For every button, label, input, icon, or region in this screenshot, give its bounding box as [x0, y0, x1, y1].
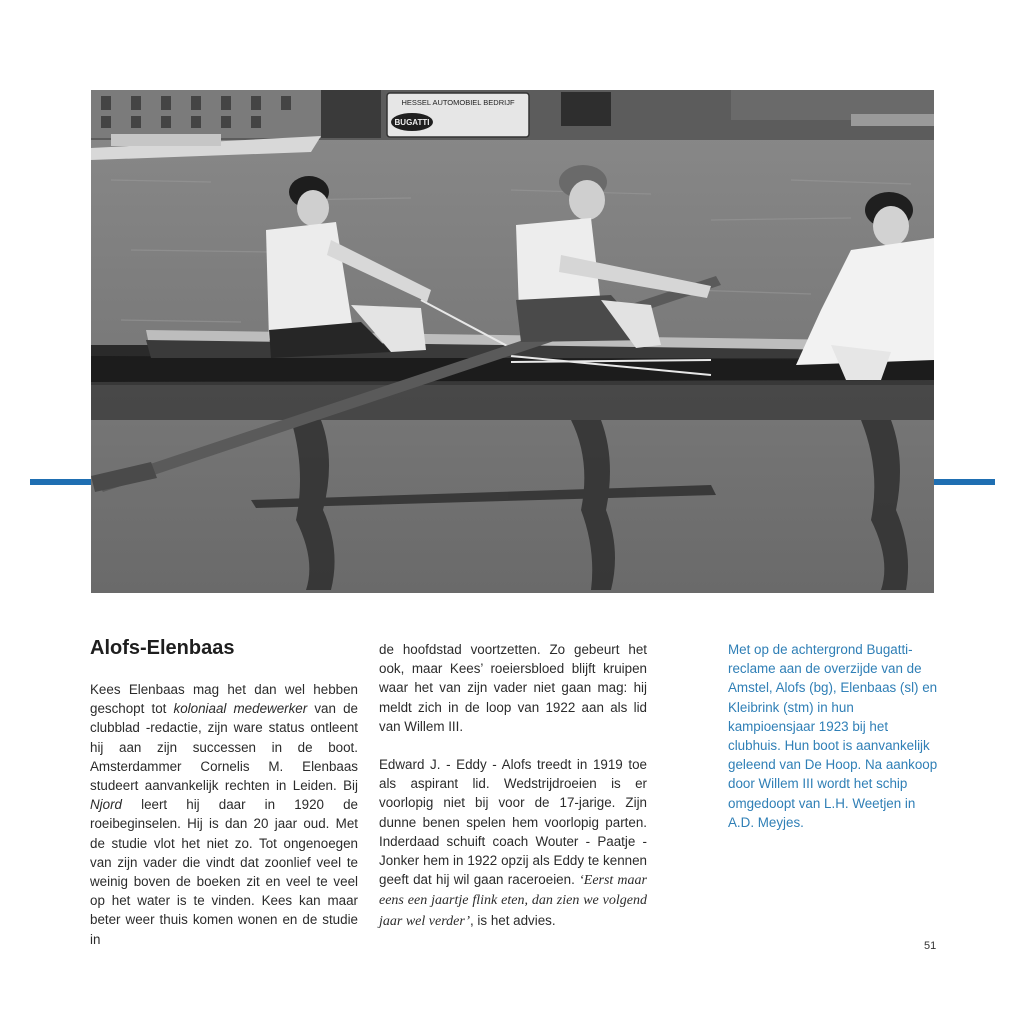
article-paragraph: [90, 680, 358, 949]
emphasis-text: koloniaal medewerker: [173, 701, 308, 717]
accent-rule-left: [30, 479, 92, 485]
article-paragraph: de hoofdstad voortzetten. Zo gebeurt het ook, maar Kees’ roeiersbloed blijft kruipen waar het van zijn vader niet gaan mag: hij meldt zich in de loop van 1922 aan als lid van Willem III.: [379, 642, 647, 734]
text-run: Kees Elenbaas mag het dan wel hebben geschopt tot: [90, 682, 358, 717]
page-number: 51: [924, 940, 937, 952]
article-column-2: [379, 640, 647, 931]
sign-text: HESSEL AUTOMOBIEL BEDRIJF: [401, 98, 515, 107]
text-run: leert hij daar in 1920 de roeibeginselen. Hij is dan 20 jaar oud. Met de studie vlot het niet zo. Tot ongenoegen van zijn vader die vindt dat zoonlief veel te weinig boven de boeken zit en veel te veel op het water is te vinden. Kees kan maar beter weer thuis komen wonen en de studie in: [90, 797, 358, 947]
caption-text: Met op de achtergrond Bugatti-reclame aan de overzijde van de Amstel, Alofs (bg), Elenbaas (sl) en Kleibrink (stm) in hun kampioensjaar 1923 bij het clubhuis. Hun boot is aanvankelijk geleend van De Hoop. Na aankoop door Willem III wordt het schip omgedoopt van L.H. Weetjen in A.D. Meyjes.: [728, 642, 938, 830]
article-title: Alofs-Elenbaas: [90, 637, 235, 659]
text-run: van de clubblad -redactie, zijn ware status ontleent hij aan zijn successen in de boot. Amsterdammer Cornelis M. Elenbaas studeert aanvankelijk rechten in Leiden. Bij: [90, 701, 358, 794]
rowing-photo: [91, 90, 934, 593]
text-run: Edward J. - Eddy - Alofs treedt in 1919 toe als aspirant lid. Wedstrijdroeien is er voorlopig niet bij voor de 17-jarige. Zijn dunne benen spelen hem voorlopig parten. Inderdaad schuift coach Wouter - Paatje - Jonker hem in 1922 opzij als Eddy te kennen geeft dat hij wil gaan raceroeien.: [379, 757, 647, 888]
article-paragraph: [379, 755, 647, 931]
quote-text: ‘Eerst maar eens een jaartje flink eten, dan zien we volgend jaar wel verder’: [379, 873, 647, 929]
article-column-1: [90, 636, 358, 949]
emphasis-text: Njord: [90, 797, 122, 813]
text-run: , is het advies.: [469, 912, 556, 928]
bugatti-logo: BUGATTI: [394, 118, 430, 127]
accent-rule-right: [933, 479, 995, 485]
photo-caption: [728, 640, 943, 832]
